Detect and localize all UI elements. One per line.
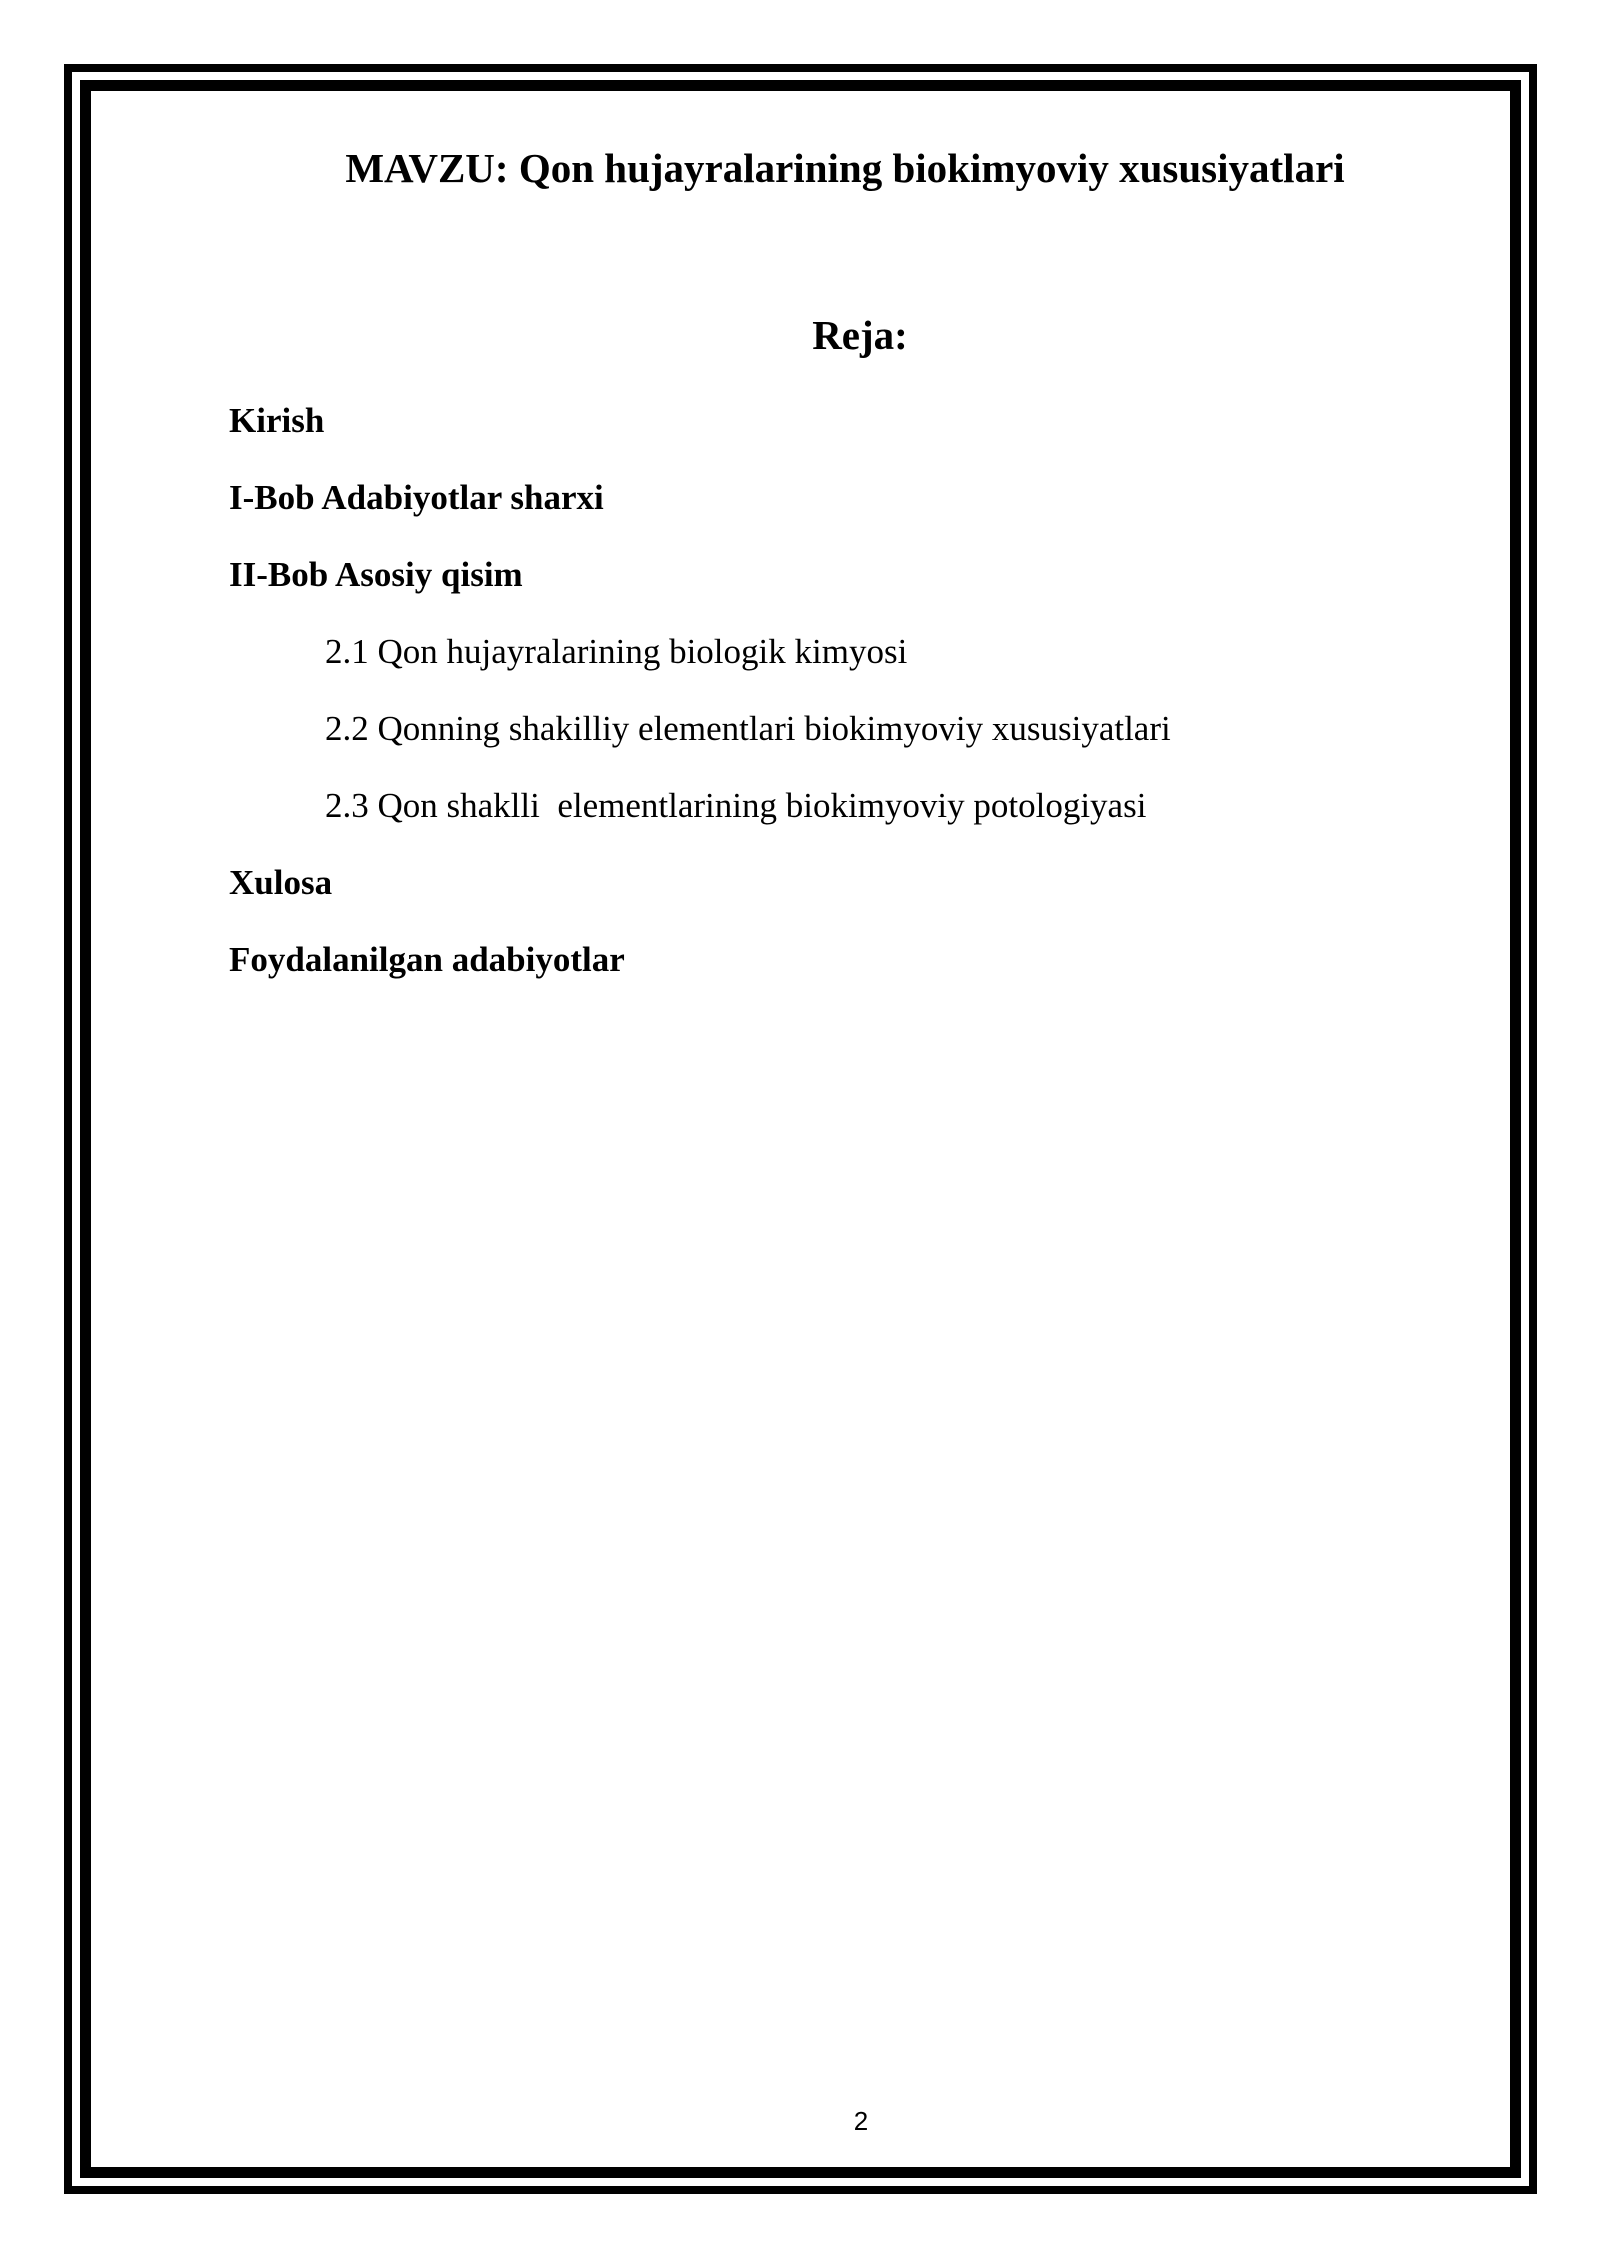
plan-item-section-2-3: 2.3 Qon shaklli elementlarining biokimyoviy potologiyasi (325, 786, 1147, 825)
page-border-inner (80, 80, 1521, 2178)
plan-item-conclusion: Xulosa (229, 863, 333, 902)
plan-item-chapter-2: II-Bob Asosiy qisim (229, 555, 523, 594)
plan-item-references: Foydalanilgan adabiyotlar (229, 940, 625, 979)
page-number: 2 (853, 2106, 869, 2136)
document-title: MAVZU: Qon hujayralarining biokimyoviy xususiyatlari (345, 145, 1345, 191)
plan-item-chapter-1: I-Bob Adabiyotlar sharxi (229, 478, 604, 517)
plan-item-section-2-1: 2.1 Qon hujayralarining biologik kimyosi (325, 632, 908, 671)
plan-heading: Reja: (812, 312, 908, 358)
plan-item-section-2-2: 2.2 Qonning shakilliy elementlari biokimyoviy xususiyatlari (325, 709, 1171, 748)
plan-item-introduction: Kirish (229, 401, 325, 440)
